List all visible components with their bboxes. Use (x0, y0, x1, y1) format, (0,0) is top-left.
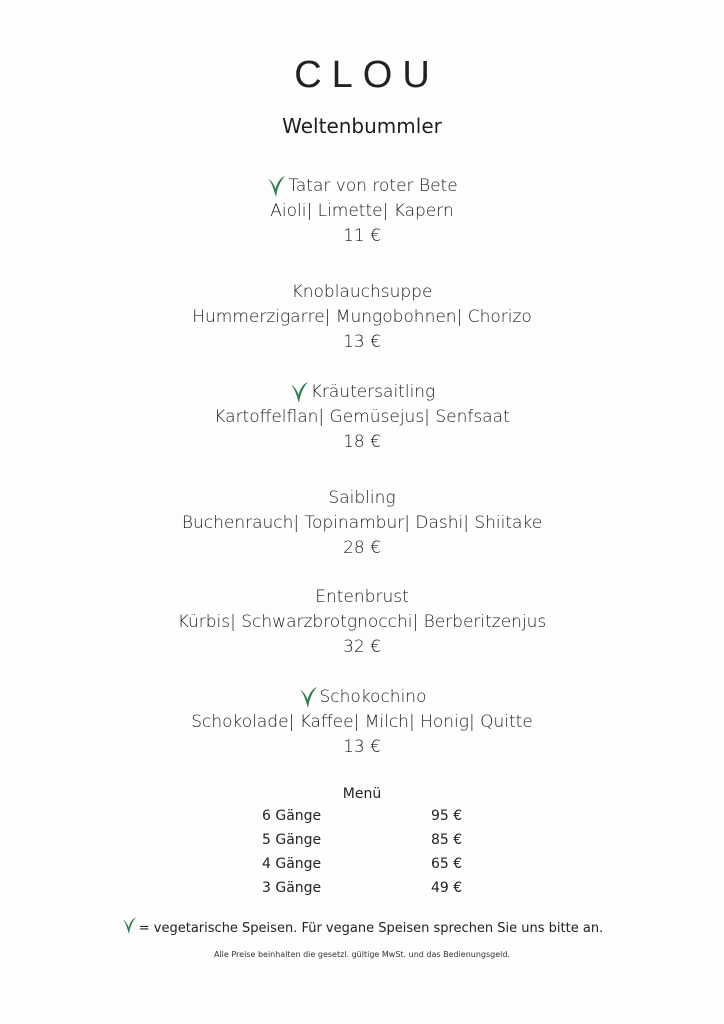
dish-item (0, 280, 724, 355)
course-count: 5 Gänge (262, 832, 322, 848)
set-menu-row (0, 880, 724, 904)
restaurant-name: CLOU (294, 54, 440, 96)
dish-item (0, 486, 724, 561)
dish-item (0, 685, 724, 760)
dish-name: Tatar von roter Bete (288, 176, 458, 196)
set-menu-row (0, 808, 724, 832)
dish-details: Schokolade| Kaffee| Milch| Honig| Quitte (191, 712, 533, 732)
dish-details: Aioli| Limette| Kapern (270, 201, 454, 221)
dish-name: Entenbrust (315, 587, 409, 607)
price-footnote: Alle Preise beinhalten die gesetzl. gültige MwSt. und das Bedienungsgeld. (213, 950, 511, 959)
course-count: 6 Gänge (262, 808, 322, 824)
dish-details: Kartoffelflan| Gemüsejus| Senfsaat (214, 407, 510, 427)
leaf-v-icon (298, 686, 318, 710)
set-menu-title: Menü (342, 786, 382, 802)
course-count: 4 Gänge (262, 856, 322, 872)
course-price: 49 € (431, 880, 463, 896)
vegetarian-legend (0, 916, 724, 936)
dish-item (0, 380, 724, 455)
dish-price: 18 € (343, 432, 381, 452)
set-menu-row (0, 856, 724, 880)
dish-details: Hummerzigarre| Mungobohnen| Chorizo (192, 307, 532, 327)
leaf-v-icon (266, 175, 286, 199)
set-menu (0, 786, 724, 896)
dish-name: Saibling (328, 488, 396, 508)
course-price: 95 € (431, 808, 463, 824)
dish-item (0, 174, 724, 249)
dish-price: 13 € (343, 332, 381, 352)
dish-name: Kräutersaitling (310, 382, 436, 402)
leaf-v-icon (289, 381, 309, 405)
course-price: 65 € (431, 856, 463, 872)
dish-price: 11 € (343, 226, 381, 246)
dish-details: Kürbis| Schwarzbrotgnocchi| Berberitzenjus (177, 612, 547, 632)
menu-title: Weltenbummler (282, 114, 442, 138)
dish-name: Knoblauchsuppe (291, 282, 433, 302)
dish-details: Buchenrauch| Topinambur| Dashi| Shiitake (181, 513, 543, 533)
course-price: 85 € (431, 832, 463, 848)
dish-price: 13 € (343, 737, 381, 757)
dish-name: Schokochino (319, 687, 427, 707)
course-count: 3 Gänge (262, 880, 322, 896)
dish-item (0, 585, 724, 660)
leaf-v-icon (121, 916, 137, 936)
legend-text: = vegetarische Speisen. Für vegane Speisen sprechen Sie uns bitte an. (138, 921, 604, 936)
dish-price: 32 € (343, 637, 381, 657)
dish-price: 28 € (343, 538, 381, 558)
set-menu-row (0, 832, 724, 856)
